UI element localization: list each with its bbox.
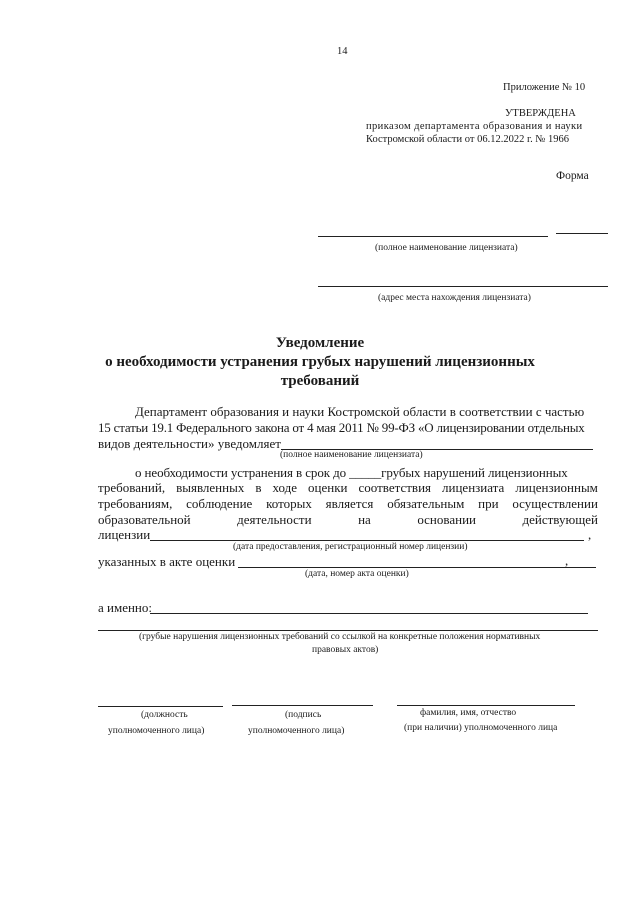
word: соблюдение <box>186 496 253 511</box>
signature-hint-line-1: (подпись <box>285 710 322 720</box>
word: которых <box>266 496 312 511</box>
title-line-3: требований <box>280 373 360 389</box>
act-hint: (дата, номер акта оценки) <box>305 569 409 579</box>
paragraph-2-line-1: о необходимости устранения в срок до _____грубых нарушений лицензионных <box>135 465 568 480</box>
paragraph-1-line-2: 15 статьи 19.1 Федерального закона от 4 мая 2011 № 99-ФЗ «О лицензировании отдельных <box>98 420 585 435</box>
paragraph-1-line-1: Департамент образования и науки Костромской области в соответствии с частью <box>135 404 585 419</box>
licensee-name-line-end <box>556 233 608 234</box>
word: ходе <box>272 480 298 495</box>
word: в <box>255 480 262 495</box>
violations-line <box>98 630 598 631</box>
namely-line <box>150 613 588 614</box>
word: деятельности <box>237 512 312 527</box>
violations-hint-line-2: правовых актов) <box>312 645 379 655</box>
word: лицензионным <box>515 480 598 495</box>
signature-line <box>232 705 373 706</box>
position-line <box>98 706 223 707</box>
word: на <box>358 512 371 527</box>
licensee-name-hint: (полное наименование лицензиата) <box>375 243 518 253</box>
fio-hint-line-2: (при наличии) уполномоченного лица <box>404 723 558 733</box>
word: является <box>325 496 374 511</box>
paragraph-2-line-4 <box>98 512 598 528</box>
act-line <box>238 567 596 568</box>
license-label: лицензии <box>98 527 151 542</box>
paragraph-2-line-3 <box>98 496 598 512</box>
title-line-2: о необходимости устранения грубых нарушений лицензионных <box>105 354 535 370</box>
licensee-address-line <box>318 286 608 287</box>
paragraph-2-line-2 <box>98 480 598 496</box>
title-line-1: Уведомление <box>275 335 365 351</box>
word: требований, <box>98 480 166 495</box>
license-comma: , <box>588 527 592 542</box>
act-label: указанных в акте оценки <box>98 554 236 569</box>
word: осуществлении <box>512 496 598 511</box>
word: действующей <box>522 512 598 527</box>
form-label: Форма <box>556 170 589 182</box>
word: при <box>478 496 499 511</box>
appendix-label: Приложение № 10 <box>503 82 586 93</box>
word: соответствия <box>358 480 432 495</box>
word: лицензиата <box>442 480 505 495</box>
licensee-address-hint: (адрес места нахождения лицензиата) <box>378 293 531 303</box>
word: основании <box>417 512 476 527</box>
word: обязательным <box>387 496 465 511</box>
position-hint-line-2: уполномоченного лица) <box>108 726 205 736</box>
act-comma: , <box>565 553 569 568</box>
violations-hint-line-1: (грубые нарушения лицензионных требований со ссылкой на конкретные положения нормативных <box>139 632 541 642</box>
word: выявленных <box>176 480 245 495</box>
word: образовательной <box>98 512 191 527</box>
word: требованиям, <box>98 496 173 511</box>
licensee-name-line <box>318 236 548 237</box>
fio-line <box>397 705 575 706</box>
word: оценки <box>308 480 348 495</box>
approved-label: УТВЕРЖДЕНА <box>505 108 576 119</box>
position-hint-line-1: (должность <box>141 710 188 720</box>
license-hint: (дата предоставления, регистрационный номер лицензии) <box>233 542 468 552</box>
order-line-1: приказом департамента образования и науки <box>366 121 583 132</box>
signature-hint-line-2: уполномоченного лица) <box>248 726 345 736</box>
namely-label: а именно: <box>98 600 152 615</box>
order-line-2: Костромской области от 06.12.2022 г. № 1966 <box>366 134 569 145</box>
fio-hint-line-1: фамилия, имя, отчество <box>420 708 517 718</box>
license-line <box>150 540 584 541</box>
paragraph-1-line-3: видов деятельности» уведомляет <box>98 436 281 451</box>
page-number: 14 <box>337 46 348 57</box>
licensee-notified-hint: (полное наименование лицензиата) <box>280 450 423 460</box>
